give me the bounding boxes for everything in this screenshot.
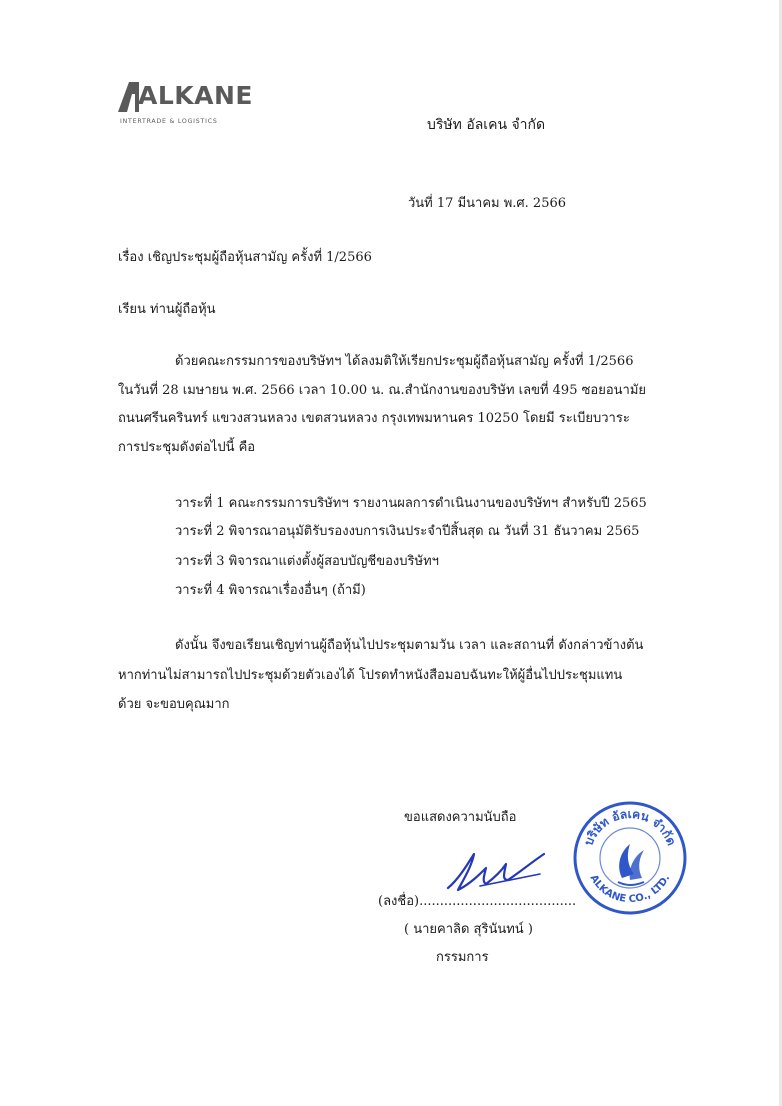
letter-salutation: เรียน ท่านผู้ถือหุ้น — [118, 302, 216, 317]
signature-line: (ลงชื่อ)...................................... — [378, 894, 577, 909]
closing-text: ขอแสดงความนับถือ — [404, 810, 517, 825]
body-line: ด้วยคณะกรรมการของบริษัทฯ ได้ลงมติให้เรียกประชุมผู้ถือหุ้นสามัญ ครั้งที่ 1/2566 — [175, 354, 634, 369]
seal-text-top: บริษัท อัลเคน จำกัด — [581, 806, 679, 848]
logo-mark-icon — [118, 82, 140, 112]
logo-tagline: INTERTRADE & LOGISTICS — [120, 118, 218, 125]
body-line: ด้วย จะขอบคุณมาก — [118, 697, 230, 712]
company-seal-icon — [572, 800, 688, 916]
company-name: บริษัท อัลเคน จำกัด — [427, 117, 546, 133]
logo-wordmark: ALKANE — [138, 81, 253, 110]
signer-name: ( นายคาลิด สุรินันทน์ ) — [404, 922, 533, 937]
letter-date: วันที่ 17 มีนาคม พ.ศ. 2566 — [408, 196, 567, 211]
body-line: หากท่านไม่สามารถไปประชุมด้วยตัวเองได้ โปรดทำหนังสือมอบฉันทะให้ผู้อื่นไปประชุมแทน — [118, 668, 623, 683]
agenda-item: วาระที่ 4 พิจารณาเรื่องอื่นๆ (ถ้ามี) — [175, 583, 366, 598]
seal-text-bottom: ALKANE CO., LTD. — [587, 873, 673, 906]
company-logo — [118, 80, 253, 130]
body-line: ในวันที่ 28 เมษายน พ.ศ. 2566 เวลา 10.00 น. ณ.สำนักงานของบริษัท เลขที่ 495 ซอยอนามัย — [118, 383, 647, 398]
agenda-item: วาระที่ 3 พิจารณาแต่งตั้งผู้สอบบัญชีของบริษัทฯ — [175, 554, 439, 569]
agenda-item: วาระที่ 1 คณะกรรมการบริษัทฯ รายงานผลการดำเนินงานของบริษัทฯ สำหรับปี 2565 — [175, 496, 647, 511]
body-line: ถนนศรีนครินทร์ แขวงสวนหลวง เขตสวนหลวง กรุงเทพมหานคร 10250 โดยมี ระเบียบวาระ — [118, 411, 630, 426]
letter-subject: เรื่อง เชิญประชุมผู้ถือหุ้นสามัญ ครั้งที่ 1/2566 — [118, 250, 372, 265]
signer-title: กรรมการ — [436, 950, 489, 965]
body-line: ดังนั้น จึงขอเรียนเชิญท่านผู้ถือหุ้นไปประชุมตามวัน เวลา และสถานที่ ดังกล่าวข้างต้น — [175, 638, 644, 653]
agenda-item: วาระที่ 2 พิจารณาอนุมัติรับรองงบการเงินประจำปีสิ้นสุด ณ วันที่ 31 ธันวาคม 2565 — [175, 524, 640, 539]
body-line: การประชุมดังต่อไปนี้ คือ — [118, 440, 256, 455]
